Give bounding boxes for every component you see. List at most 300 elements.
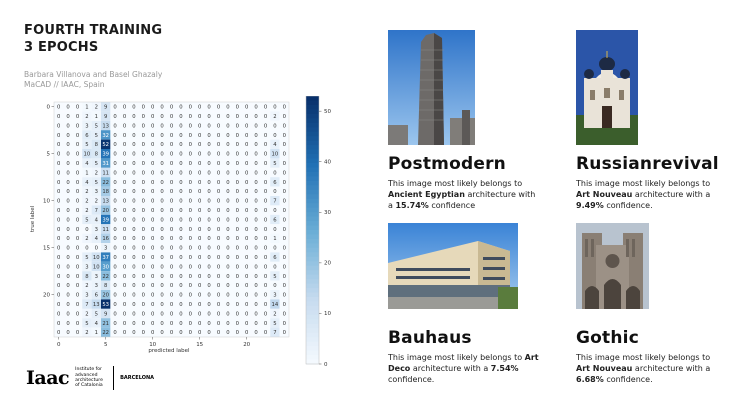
colorbar-segment [306, 226, 319, 231]
colorbar-segment [306, 199, 319, 204]
cell-value-label: 0 [160, 236, 164, 243]
cell-value-label: 0 [57, 151, 61, 158]
cell-value-label: 0 [122, 320, 127, 327]
cell-value-label: 0 [113, 179, 117, 186]
cell-value-label: 0 [57, 302, 61, 308]
cell-value-label: 0 [198, 273, 202, 280]
cell-value-label: 0 [282, 161, 286, 167]
cell-value-label: 3 [85, 123, 89, 130]
cell-value-label: 0 [263, 151, 268, 158]
cell-value-label: 0 [254, 114, 258, 120]
cell-value-label: 0 [113, 132, 117, 139]
cell-value-label: 0 [188, 320, 192, 327]
cell-value-label: 0 [122, 292, 127, 299]
cell-value-label: 0 [132, 245, 136, 252]
cell-value-label: 0 [75, 292, 80, 299]
y-tick-label: 20 [43, 292, 50, 299]
cell-value-label: 0 [122, 132, 127, 139]
cell-value-label: 0 [141, 179, 145, 186]
cell-value-label: 0 [226, 302, 230, 308]
cell-value-label: 0 [198, 208, 202, 214]
cell-value-label: 0 [57, 170, 61, 177]
cell-value-label: 0 [75, 208, 80, 214]
cell-value-label: 0 [160, 255, 164, 261]
cell-value-label: 0 [198, 142, 202, 149]
y-axis-label: true label [30, 205, 36, 233]
cell-value-label: 0 [254, 226, 258, 233]
cell-value-label: 0 [141, 330, 145, 337]
cell-value-label: 0 [141, 255, 145, 261]
cell-value-label: 0 [245, 123, 249, 130]
cell-value-label: 0 [122, 311, 127, 318]
cell-value-label: 0 [235, 217, 239, 224]
cell-value-label: 0 [179, 311, 183, 318]
cell-value-label: 2 [85, 236, 89, 243]
cell-value-label: 0 [198, 198, 202, 205]
colorbar-segment [306, 275, 319, 280]
cell-value-label: 0 [188, 302, 192, 308]
cell-value-label: 0 [263, 283, 268, 290]
colorbar-segment [306, 346, 319, 351]
cell-value-label: 0 [254, 132, 258, 139]
cell-value-label: 0 [122, 170, 127, 177]
cell-value-label: 2 [85, 283, 89, 290]
cell-value-label: 0 [169, 217, 174, 224]
cell-value-label: 0 [66, 273, 70, 280]
cell-value-label: 0 [122, 302, 127, 308]
cell-value-label: 0 [57, 264, 61, 271]
cell-value-label: 0 [198, 114, 202, 120]
cell-value-label: 0 [132, 292, 136, 299]
colorbar-segment [306, 132, 319, 137]
predicted-style: Art Nouveau [576, 190, 633, 199]
cell-value-label: 0 [235, 142, 239, 149]
cell-value-label: 0 [141, 283, 145, 290]
cell-value-label: 0 [282, 292, 286, 299]
cell-value-label: 0 [263, 170, 268, 177]
colorbar-segment [306, 306, 319, 311]
cell-value-label: 0 [254, 161, 258, 167]
cell-value-label: 0 [207, 264, 211, 271]
cell-value-label: 0 [216, 302, 221, 308]
cell-value-label: 0 [132, 104, 136, 111]
cell-value-label: 7 [85, 302, 89, 308]
cell-value-label: 0 [216, 114, 221, 120]
cell-value-label: 0 [263, 104, 268, 111]
russianrevival-photo [576, 30, 638, 145]
colorbar-tick-label: 0 [324, 361, 328, 368]
colorbar-segment [306, 190, 319, 195]
desc-text: This image most likely belongs to [388, 179, 523, 188]
cell-value-label: 0 [160, 330, 164, 337]
cell-value-label: 0 [179, 142, 183, 149]
cell-value-label: 0 [141, 226, 145, 233]
cell-value-label: 0 [113, 302, 117, 308]
cell-value-label: 0 [75, 311, 80, 318]
cell-value-label: 0 [254, 292, 258, 299]
cell-value-label: 0 [245, 283, 249, 290]
colorbar-segment [306, 252, 319, 257]
institute-line: of Catalonia [75, 383, 103, 389]
cell-value-label: 0 [132, 283, 136, 290]
institute-line: advanced [75, 372, 98, 378]
cell-value-label: 0 [188, 264, 192, 271]
cell-value-label: 5 [273, 320, 277, 327]
cell-value-label: 0 [263, 132, 268, 139]
colorbar-segment [306, 194, 319, 199]
cell-value-label: 0 [226, 114, 230, 120]
cell-value-label: 0 [235, 330, 239, 337]
cell-value-label: 0 [160, 245, 164, 252]
cell-value-label: 0 [263, 255, 268, 261]
cell-value-label: 2 [85, 311, 89, 318]
cell-value-label: 0 [132, 302, 136, 308]
cell-value-label: 0 [245, 236, 249, 243]
cell-value-label: 0 [151, 208, 155, 214]
card-style-russianrevival: Russianrevival [576, 154, 719, 174]
cell-value-label: 0 [113, 161, 117, 167]
cell-value-label: 0 [113, 236, 117, 243]
cell-value-label: 0 [122, 208, 127, 214]
cell-value-label: 0 [66, 226, 70, 233]
colorbar-segment [306, 257, 319, 262]
cell-value-label: 0 [169, 330, 174, 337]
colorbar-segment [306, 301, 319, 306]
cell-value-label: 0 [57, 189, 61, 196]
cell-value-label: 0 [57, 104, 61, 111]
cell-value-label: 0 [151, 245, 155, 252]
cell-value-label: 0 [151, 123, 155, 130]
colorbar-segment [306, 284, 319, 289]
cell-value-label: 0 [66, 189, 70, 196]
cell-value-label: 0 [66, 170, 70, 177]
cell-value-label: 6 [273, 217, 277, 224]
cell-value-label: 0 [226, 273, 230, 280]
confidence-value: 7.54% [490, 364, 519, 373]
cell-value-label: 0 [198, 283, 202, 290]
card-description-postmodern [388, 178, 538, 211]
cell-value-label: 0 [282, 170, 286, 177]
cell-value-label: 0 [57, 123, 61, 130]
cell-value-label: 0 [226, 208, 230, 214]
cell-value-label: 0 [198, 302, 202, 308]
cell-value-label: 0 [141, 104, 145, 111]
cell-value-label: 0 [263, 142, 268, 149]
cell-value-label: 16 [102, 236, 110, 243]
cell-value-label: 0 [132, 170, 136, 177]
desc-text: This image most likely belongs to [576, 353, 711, 362]
cell-value-label: 0 [235, 132, 239, 139]
cell-value-label: 0 [75, 179, 80, 186]
cell-value-label: 0 [122, 226, 127, 233]
cell-value-label: 0 [75, 104, 80, 111]
cell-value-label: 2 [94, 198, 98, 205]
cell-value-label: 0 [151, 114, 155, 120]
x-tick-label: 20 [243, 342, 251, 348]
cell-value-label: 2 [273, 311, 277, 318]
card-description-gothic [576, 352, 716, 385]
cell-value-label: 0 [273, 245, 277, 252]
cell-value-label: 20 [102, 208, 110, 214]
cell-value-label: 0 [169, 226, 174, 233]
card-description-bauhaus [388, 352, 548, 385]
cell-value-label: 0 [226, 292, 230, 299]
cell-value-label: 0 [179, 170, 183, 177]
cell-value-label: 0 [57, 273, 61, 280]
cell-value-label: 0 [57, 245, 61, 252]
x-tick-label: 5 [103, 342, 108, 348]
cell-value-label: 0 [179, 161, 183, 167]
cell-value-label: 0 [282, 179, 286, 186]
cell-value-label: 0 [169, 114, 174, 120]
cell-value-label: 18 [102, 189, 110, 196]
cell-value-label: 0 [66, 132, 70, 139]
cell-value-label: 0 [66, 208, 70, 214]
cell-value-label: 0 [245, 132, 249, 139]
cell-value-label: 0 [179, 104, 183, 111]
cell-value-label: 0 [216, 104, 221, 111]
cell-value-label: 0 [132, 264, 136, 271]
cell-value-label: 2 [85, 198, 89, 205]
cell-value-label: 32 [102, 132, 110, 139]
cell-value-label: 0 [235, 302, 239, 308]
cell-value-label: 0 [245, 170, 249, 177]
cell-value-label: 0 [122, 142, 127, 149]
cell-value-label: 0 [207, 123, 211, 130]
cell-value-label: 0 [254, 330, 258, 337]
cell-value-label: 0 [216, 198, 221, 205]
card-style-bauhaus: Bauhaus [388, 328, 472, 348]
cell-value-label: 6 [94, 292, 98, 299]
cell-value-label: 0 [57, 255, 61, 261]
colorbar-segment [306, 185, 319, 190]
cell-value-label: 0 [245, 320, 249, 327]
cell-value-label: 0 [226, 264, 230, 271]
cell-value-label: 0 [94, 245, 98, 252]
cell-value-label: 0 [263, 189, 268, 196]
cell-value-label: 8 [94, 151, 98, 158]
cell-value-label: 0 [122, 245, 127, 252]
cell-value-label: 0 [160, 123, 164, 130]
cell-value-label: 0 [216, 255, 221, 261]
cell-value-label: 0 [188, 236, 192, 243]
cell-value-label: 10 [83, 151, 91, 158]
cell-value-label: 0 [282, 114, 286, 120]
cell-value-label: 0 [226, 226, 230, 233]
cell-value-label: 0 [207, 302, 211, 308]
authors-names: Barbara Villanova and Basel Ghazaly [24, 70, 163, 79]
colorbar-segment [306, 351, 319, 356]
colorbar-tick-label: 50 [324, 108, 331, 115]
x-axis-ticks [57, 337, 251, 348]
cell-value-label: 0 [132, 114, 136, 120]
cell-value-label: 53 [102, 302, 110, 308]
cell-value-label: 2 [85, 189, 89, 196]
cell-value-label: 0 [245, 273, 249, 280]
cell-value-label: 0 [226, 311, 230, 318]
cell-value-label: 0 [198, 123, 202, 130]
cell-value-label: 0 [151, 236, 155, 243]
colorbar-segment [306, 243, 319, 248]
cell-value-label: 0 [207, 170, 211, 177]
cell-value-label: 0 [151, 198, 155, 205]
cell-value-label: 0 [66, 255, 70, 261]
cell-value-label: 0 [141, 320, 145, 327]
cell-value-label: 0 [245, 208, 249, 214]
cell-value-label: 0 [160, 104, 164, 111]
cell-value-label: 5 [94, 123, 98, 130]
gothic-photo [576, 223, 649, 309]
cell-value-label: 3 [104, 245, 108, 252]
cell-value-label: 0 [66, 198, 70, 205]
cell-value-label: 0 [169, 123, 174, 130]
cell-value-label: 11 [102, 170, 110, 177]
colorbar-segment [306, 136, 319, 141]
cell-value-label: 3 [94, 189, 98, 196]
cell-value-label: 0 [207, 320, 211, 327]
colorbar-segment [306, 261, 319, 266]
cell-value-label: 0 [235, 208, 239, 214]
cell-value-label: 0 [198, 104, 202, 111]
cell-value-label: 0 [216, 208, 221, 214]
cell-value-label: 0 [141, 170, 145, 177]
cell-value-label: 0 [141, 292, 145, 299]
cell-value-label: 0 [169, 151, 174, 158]
cell-value-label: 5 [85, 217, 89, 224]
cell-value-label: 0 [263, 236, 268, 243]
cell-value-label: 3 [94, 226, 98, 233]
cell-value-label: 0 [263, 245, 268, 252]
cell-value-label: 0 [254, 273, 258, 280]
cell-value-label: 5 [273, 161, 277, 167]
cell-value-label: 0 [282, 151, 286, 158]
cell-value-label: 22 [102, 330, 110, 337]
cell-value-label: 0 [273, 123, 277, 130]
cell-value-label: 0 [179, 283, 183, 290]
cell-value-label: 0 [75, 255, 80, 261]
cell-value-label: 0 [226, 104, 230, 111]
cell-value-label: 0 [198, 236, 202, 243]
cell-value-label: 0 [57, 311, 61, 318]
cell-value-label: 0 [207, 236, 211, 243]
cell-value-label: 0 [263, 320, 268, 327]
cell-value-label: 0 [141, 151, 145, 158]
cell-value-label: 0 [122, 255, 127, 261]
cell-value-label: 0 [254, 245, 258, 252]
y-axis-ticks [43, 105, 54, 299]
cell-value-label: 0 [132, 189, 136, 196]
cell-value-label: 0 [216, 132, 221, 139]
cell-value-label: 0 [75, 320, 80, 327]
cell-value-label: 0 [122, 179, 127, 186]
cell-value-label: 0 [75, 114, 80, 120]
cell-value-label: 0 [235, 255, 239, 261]
cell-value-label: 0 [169, 170, 174, 177]
cell-value-label: 0 [75, 330, 80, 337]
cell-value-label: 0 [273, 132, 277, 139]
cell-value-label: 0 [113, 151, 117, 158]
cell-value-label: 30 [102, 264, 110, 271]
cell-value-label: 0 [198, 161, 202, 167]
cell-value-label: 0 [216, 236, 221, 243]
cell-value-label: 4 [273, 142, 277, 149]
cell-value-label: 3 [94, 283, 98, 290]
cell-value-label: 0 [160, 198, 164, 205]
cell-value-label: 7 [273, 330, 277, 337]
cell-value-label: 0 [169, 245, 174, 252]
colorbar-segment [306, 163, 319, 168]
cell-value-label: 0 [113, 104, 117, 111]
cell-value-label: 0 [235, 151, 239, 158]
cell-value-label: 2 [94, 104, 98, 111]
colorbar-segment [306, 114, 319, 119]
cell-value-label: 0 [188, 189, 192, 196]
cell-value-label: 0 [57, 142, 61, 149]
cell-value-label: 0 [263, 311, 268, 318]
cell-value-label: 0 [263, 273, 268, 280]
cell-value-label: 0 [207, 142, 211, 149]
cell-value-label: 0 [75, 264, 80, 271]
cell-value-label: 0 [66, 292, 70, 299]
cell-value-label: 0 [282, 245, 286, 252]
cell-value-label: 0 [160, 161, 164, 167]
cell-value-label: 0 [113, 198, 117, 205]
cell-value-label: 1 [94, 114, 98, 120]
cell-value-label: 1 [85, 170, 89, 177]
cell-value-label: 0 [254, 142, 258, 149]
cell-value-label: 0 [207, 179, 211, 186]
cell-value-label: 0 [216, 123, 221, 130]
cell-value-label: 0 [132, 179, 136, 186]
cell-value-label: 0 [141, 302, 145, 308]
colorbar-segment [306, 342, 319, 347]
cell-value-label: 0 [198, 330, 202, 337]
cell-value-label: 0 [141, 198, 145, 205]
cell-value-label: 0 [254, 189, 258, 196]
cell-value-label: 0 [57, 292, 61, 299]
desc-text: architecture with a [634, 190, 711, 199]
desc-text: confidence [431, 201, 476, 210]
cell-value-label: 0 [245, 245, 249, 252]
cell-value-label: 0 [216, 151, 221, 158]
cell-value-label: 0 [122, 330, 127, 337]
cell-value-label: 0 [263, 292, 268, 299]
cell-value-label: 4 [85, 179, 89, 186]
cell-value-label: 0 [273, 208, 277, 214]
cell-value-label: 0 [207, 208, 211, 214]
cell-value-label: 10 [271, 151, 279, 158]
cell-value-label: 0 [151, 161, 155, 167]
cell-value-label: 0 [216, 273, 221, 280]
cell-value-label: 0 [263, 330, 268, 337]
cell-value-label: 1 [273, 236, 277, 243]
cell-value-label: 0 [179, 189, 183, 196]
colorbar-segment [306, 105, 319, 110]
cell-value-label: 0 [179, 292, 183, 299]
cell-value-label: 6 [85, 132, 89, 139]
cell-value-label: 4 [94, 217, 98, 224]
cell-value-label: 2 [85, 114, 89, 120]
cell-value-label: 10 [92, 264, 100, 271]
cell-value-label: 0 [169, 264, 174, 271]
x-tick-label: 15 [196, 342, 204, 348]
cell-value-label: 0 [273, 264, 277, 271]
cell-value-label: 0 [169, 142, 174, 149]
confusion-matrix-cells [54, 102, 289, 337]
colorbar-segment [306, 248, 319, 253]
cell-value-label: 0 [75, 198, 80, 205]
cell-value-label: 0 [282, 217, 286, 224]
